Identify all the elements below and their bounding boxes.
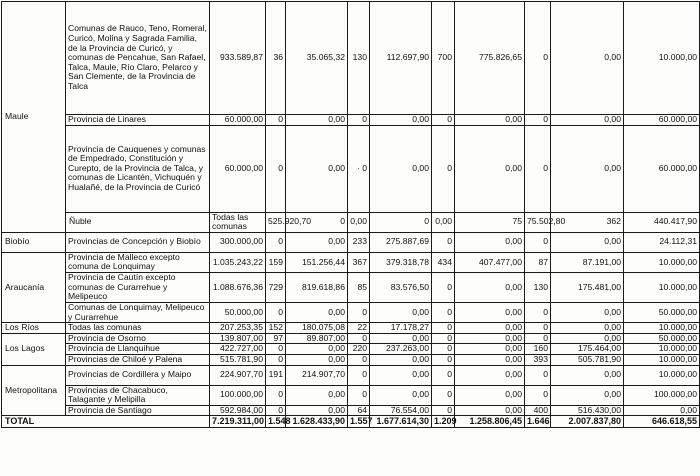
area-description-cell: Provincias de Chacabuco, Talagante y Melipilla <box>66 385 210 405</box>
value-cell: 0,00 <box>286 125 348 212</box>
area-description-cell: Provincia de Llanquihue <box>66 344 210 355</box>
region-cell: Metropolitana <box>2 365 66 416</box>
value-cell: 0,00 <box>286 354 348 365</box>
value-cell: 0 <box>286 212 348 232</box>
value-cell: 0 <box>525 2 551 115</box>
value-cell: 50.000,00 <box>624 302 700 322</box>
value-cell: 0 <box>432 365 455 385</box>
value-cell: 0,00 <box>455 344 525 355</box>
value-cell: 0,00 <box>455 232 525 252</box>
value-cell: 0,00 <box>455 272 525 302</box>
value-cell: 22 <box>348 323 370 334</box>
value-cell: 0,00 <box>370 354 432 365</box>
area-description-cell: Provincia de Malleco excepto comuna de Lonquimay <box>66 252 210 272</box>
value-cell: 0 <box>266 302 286 322</box>
value-cell: 0,00 <box>370 302 432 322</box>
value-cell: 0,00 <box>455 354 525 365</box>
value-cell: 0,00 <box>551 365 624 385</box>
value-cell: 0 <box>348 333 370 344</box>
table-row <box>2 272 700 302</box>
total-row <box>2 416 700 428</box>
value-cell: 0 <box>432 125 455 212</box>
value-cell: 76.554,00 <box>370 405 432 416</box>
value-cell: 50.000,00 <box>210 302 266 322</box>
area-description-cell: Provincias de Concepción y Biobío <box>66 232 210 252</box>
value-cell: 10.000,00 <box>624 252 700 272</box>
value-cell: 700 <box>432 2 455 115</box>
total-value-cell: 646.618,55 <box>624 416 700 428</box>
table-row <box>2 385 700 405</box>
value-cell: 0 <box>432 272 455 302</box>
value-cell: 407.477,00 <box>455 252 525 272</box>
value-cell: 130 <box>525 272 551 302</box>
value-cell: 0,00 <box>551 115 624 126</box>
value-cell: 0,00 <box>370 333 432 344</box>
value-cell: 0 <box>370 212 432 232</box>
value-cell: 0,00 <box>624 405 700 416</box>
value-cell: 275.887,69 <box>370 232 432 252</box>
value-cell: 515.781,90 <box>210 354 266 365</box>
value-cell: 10.000,00 <box>624 365 700 385</box>
table-body <box>2 2 700 428</box>
value-cell: 60.000,00 <box>624 115 700 126</box>
total-value-cell: 1.677.614,30 <box>370 416 432 428</box>
value-cell: 0 <box>348 385 370 405</box>
value-cell: 0,00 <box>286 232 348 252</box>
value-cell: 152 <box>266 323 286 334</box>
value-cell: 151.256,44 <box>286 252 348 272</box>
value-cell: 0 <box>525 302 551 322</box>
value-cell: 516.430,00 <box>551 405 624 416</box>
area-description-cell: Todas las comunas <box>210 212 266 232</box>
value-cell: 729 <box>266 272 286 302</box>
value-cell: 379.318,78 <box>370 252 432 272</box>
area-description-cell: Provincias de Chiloé y Palena <box>66 354 210 365</box>
value-cell: 0 <box>525 125 551 212</box>
value-cell: 0,00 <box>455 323 525 334</box>
value-cell: 10.000,00 <box>624 344 700 355</box>
value-cell: 0,00 <box>455 125 525 212</box>
value-cell: 0 <box>432 302 455 322</box>
value-cell: 0 <box>432 354 455 365</box>
table-row <box>2 323 700 334</box>
value-cell: 819.618,86 <box>286 272 348 302</box>
table-row <box>2 115 700 126</box>
value-cell: 0,00 <box>370 125 432 212</box>
value-cell: 0,00 <box>455 115 525 126</box>
region-cell: Ñuble <box>66 212 210 232</box>
value-cell: 0 <box>525 323 551 334</box>
value-cell: 0,00 <box>286 405 348 416</box>
value-cell: 0 <box>266 354 286 365</box>
value-cell: 0,00 <box>455 385 525 405</box>
total-value-cell: 1.209 <box>432 416 455 428</box>
value-cell: 367 <box>348 252 370 272</box>
value-cell: 10.000,00 <box>624 2 700 115</box>
value-cell: 0 <box>266 115 286 126</box>
value-cell: 64 <box>348 405 370 416</box>
region-cell: Los Ríos <box>2 323 66 334</box>
area-description-cell: Provincia de Linares <box>66 115 210 126</box>
value-cell: 214.907,70 <box>286 365 348 385</box>
value-cell: 24.112,31 <box>624 232 700 252</box>
value-cell: 139.807,00 <box>210 333 266 344</box>
area-description-cell: Comunas de Rauco, Teno, Romeral, Curicó, Molina y Sagrada Familia, de la Provincia de Curicó, y comunas de Pencahue, San Rafael, Talca, Maule, Río Claro, Pelarco y San Clemente, de la Provincia de Talca <box>66 2 210 115</box>
value-cell: 0 <box>266 405 286 416</box>
value-cell: 112.697,90 <box>370 2 432 115</box>
value-cell: 422.727,00 <box>210 344 266 355</box>
value-cell: 525.920,70 <box>266 212 286 232</box>
value-cell: 100.000,00 <box>210 385 266 405</box>
table-row <box>2 125 700 212</box>
value-cell: 0,00 <box>286 385 348 405</box>
value-cell: 17.178,27 <box>370 323 432 334</box>
value-cell: 180.075,08 <box>286 323 348 334</box>
value-cell: 75.502,80 <box>525 212 551 232</box>
value-cell: 0 <box>432 115 455 126</box>
value-cell: 0 <box>525 232 551 252</box>
value-cell: 0,00 <box>348 212 370 232</box>
total-value-cell: 1.557 <box>348 416 370 428</box>
value-cell: 1.035.243,22 <box>210 252 266 272</box>
total-label: TOTAL <box>2 416 210 428</box>
table-row <box>2 232 700 252</box>
value-cell: 87.191,00 <box>551 252 624 272</box>
value-cell: 0 <box>525 333 551 344</box>
value-cell: 0,00 <box>370 365 432 385</box>
value-cell: 100.000,00 <box>624 385 700 405</box>
value-cell: · 0 <box>348 125 370 212</box>
total-value-cell: 1.646 <box>525 416 551 428</box>
value-cell: 0 <box>266 125 286 212</box>
value-cell: 0,00 <box>455 302 525 322</box>
value-cell: 89.807,00 <box>286 333 348 344</box>
value-cell: 1.088.676,36 <box>210 272 266 302</box>
value-cell: 0,00 <box>551 232 624 252</box>
region-cell: Biobío <box>2 232 66 252</box>
table-row <box>2 365 700 385</box>
table-row <box>2 405 700 416</box>
value-cell: 505.781,90 <box>551 354 624 365</box>
value-cell: 0 <box>348 365 370 385</box>
value-cell: 237.263,00 <box>370 344 432 355</box>
total-value-cell: 2.007.837,80 <box>551 416 624 428</box>
value-cell: 0,00 <box>455 333 525 344</box>
value-cell: 50.000,00 <box>624 333 700 344</box>
value-cell: 0,00 <box>286 115 348 126</box>
value-cell: 400 <box>525 405 551 416</box>
value-cell: 207.253,35 <box>210 323 266 334</box>
value-cell: 300.000,00 <box>210 232 266 252</box>
value-cell: 159 <box>266 252 286 272</box>
value-cell: 175.464,00 <box>551 344 624 355</box>
value-cell: 0 <box>266 344 286 355</box>
value-cell: 75 <box>455 212 525 232</box>
value-cell: 0 <box>432 385 455 405</box>
table-row <box>2 333 700 344</box>
value-cell: 362 <box>551 212 624 232</box>
value-cell: 233 <box>348 232 370 252</box>
value-cell: 0,00 <box>286 302 348 322</box>
value-cell: 0,00 <box>455 365 525 385</box>
value-cell: 83.576,50 <box>370 272 432 302</box>
total-value-cell: 1.628.433,90 <box>286 416 348 428</box>
value-cell: 175.481,00 <box>551 272 624 302</box>
area-description-cell: Provincias de Cordillera y Maipo <box>66 365 210 385</box>
value-cell: 0 <box>525 365 551 385</box>
value-cell: 440.417,90 <box>624 212 700 232</box>
value-cell: 0,00 <box>551 323 624 334</box>
value-cell: 0 <box>525 385 551 405</box>
value-cell: 0,00 <box>551 385 624 405</box>
value-cell: 0 <box>348 115 370 126</box>
value-cell: 191 <box>266 365 286 385</box>
value-cell: 60.000,00 <box>210 115 266 126</box>
value-cell: 0 <box>266 232 286 252</box>
value-cell: 60.000,00 <box>210 125 266 212</box>
value-cell: 0 <box>432 232 455 252</box>
value-cell: 160 <box>525 344 551 355</box>
value-cell: 0 <box>432 405 455 416</box>
value-cell: 224.907,70 <box>210 365 266 385</box>
table-row <box>2 302 700 322</box>
area-description-cell: Comunas de Lonquimay, Melipeuco y Curarrehue <box>66 302 210 322</box>
value-cell: 35.065,32 <box>286 2 348 115</box>
value-cell: 130 <box>348 2 370 115</box>
value-cell: 775.826,65 <box>455 2 525 115</box>
value-cell: 10.000,00 <box>624 323 700 334</box>
value-cell: 87 <box>525 252 551 272</box>
table-row <box>2 354 700 365</box>
table-row <box>2 212 700 232</box>
value-cell: 0,00 <box>551 302 624 322</box>
area-description-cell: Provincia de Santiago <box>66 405 210 416</box>
total-value-cell: 7.219.311,00 <box>210 416 266 428</box>
value-cell: 36 <box>266 2 286 115</box>
value-cell: 0 <box>525 115 551 126</box>
total-value-cell: 1.548 <box>266 416 286 428</box>
value-cell: 0,00 <box>551 333 624 344</box>
area-description-cell: Provincia de Cautín excepto comunas de Curarrehue y Melipeuco <box>66 272 210 302</box>
value-cell: 0,00 <box>551 2 624 115</box>
value-cell: 97 <box>266 333 286 344</box>
value-cell: 434 <box>432 252 455 272</box>
value-cell: 0 <box>432 333 455 344</box>
value-cell: 85 <box>348 272 370 302</box>
area-description-cell: Provincia de Osorno <box>66 333 210 344</box>
table-row <box>2 344 700 355</box>
value-cell: 592.984,00 <box>210 405 266 416</box>
value-cell: 0,00 <box>432 212 455 232</box>
value-cell: 0 <box>432 323 455 334</box>
value-cell: 0,00 <box>551 125 624 212</box>
value-cell: 0 <box>432 344 455 355</box>
region-cell: Maule <box>2 2 66 233</box>
value-cell: 0 <box>348 302 370 322</box>
table-row <box>2 252 700 272</box>
value-cell: 10.000,00 <box>624 354 700 365</box>
value-cell: 0,00 <box>286 344 348 355</box>
value-cell: 933.589,87 <box>210 2 266 115</box>
table-row <box>2 2 700 115</box>
total-value-cell: 1.258.806,45 <box>455 416 525 428</box>
value-cell: 0,00 <box>370 385 432 405</box>
value-cell: 10.000,00 <box>624 272 700 302</box>
value-cell: 220 <box>348 344 370 355</box>
value-cell: 0 <box>348 354 370 365</box>
allocation-table <box>1 1 700 428</box>
area-description-cell: Todas las comunas <box>66 323 210 334</box>
value-cell: 0,00 <box>370 115 432 126</box>
region-cell: Araucanía <box>2 252 66 322</box>
value-cell: 393 <box>525 354 551 365</box>
value-cell: 0 <box>266 385 286 405</box>
value-cell: 0,00 <box>455 405 525 416</box>
value-cell: 60.000,00 <box>624 125 700 212</box>
area-description-cell: Provincia de Cauquenes y comunas de Empedrado, Constitución y Curepto, de la Provincia de Talca, y comunas de Licantén, Vichuquén y Hualañé, de la Provincia de Curicó <box>66 125 210 212</box>
region-cell: Los Lagos <box>2 333 66 365</box>
